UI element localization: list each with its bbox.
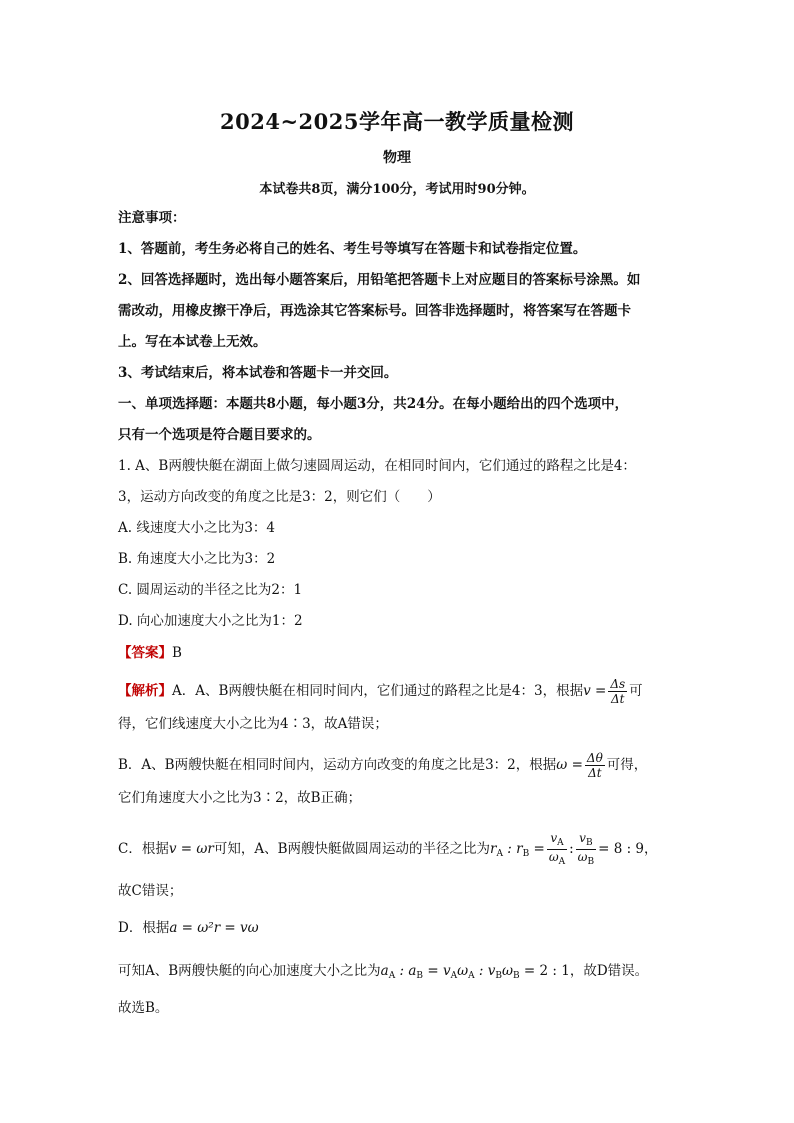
note-item-2-line-2: 需改动，用橡皮擦干净后，再选涂其它答案标号。回答非选择题时，将答案写在答题卡 bbox=[118, 303, 631, 319]
analysis-a-line-1 bbox=[118, 678, 678, 705]
fraction-vb-omegab: $\frac{v_B}{\omega_B}$ bbox=[577, 831, 595, 867]
analysis-a-line-2: 得，它们线速度大小之比为4∶3，故A错误； bbox=[118, 716, 388, 732]
analysis-a-text: A．A、B两艘快艇在相同时间内，它们通过的路程之比是4：3，根据 bbox=[172, 683, 584, 699]
analysis-b-line-2: 它们角速度大小之比为3∶2，故B正确； bbox=[118, 790, 362, 806]
answer-value: B bbox=[172, 645, 182, 661]
analysis-d-text-3: ，故D错误。 bbox=[569, 963, 649, 979]
ratio-ra-rb: $r_A$ : $r_B$ = bbox=[490, 841, 545, 859]
fraction-va-omegaa: $\frac{v_A}{\omega_A}$ bbox=[548, 831, 566, 867]
analysis-conclusion: 故选B。 bbox=[118, 1000, 169, 1016]
notes-heading: 注意事项： bbox=[118, 210, 186, 226]
analysis-b-text-2: 可得， bbox=[606, 757, 648, 773]
analysis-c-text: C．根据 bbox=[118, 841, 169, 857]
analysis-d-text: D．根据 bbox=[118, 920, 170, 936]
option-d: D. 向心加速度大小之比为1：2 bbox=[118, 613, 303, 629]
formula-v-omega-r: v = ωr bbox=[168, 841, 214, 857]
note-item-3: 3、考试结束后，将本试卷和答题卡一并交回。 bbox=[118, 365, 398, 381]
analysis-c-line-1: C．根据v = ωr可知，A、B两艘快艇做圆周运动的半径之比为$r_A$ : $r_B$ = $\frac{v_A}{\omega_A}$ : $\frac{v_B}{\omega_B}$ = 8 : 9， bbox=[118, 831, 658, 867]
analysis-d-text-2: 可知A、B两艘快艇的向心加速度大小之比为 bbox=[118, 963, 381, 979]
analysis-c-text-2: 可知，A、B两艘快艇做圆周运动的半径之比为 bbox=[213, 841, 490, 857]
option-c: C. 圆周运动的半径之比为2：1 bbox=[118, 582, 303, 598]
analysis-a-text-2: 可 bbox=[629, 683, 643, 699]
formula-omega: ω = bbox=[556, 757, 583, 773]
analysis-c-text-3: ， bbox=[644, 841, 658, 857]
analysis-c-line-2: 故C错误； bbox=[118, 883, 183, 899]
question-stem-line-2: 3，运动方向改变的角度之比是3：2，则它们（ ） bbox=[118, 489, 441, 505]
fraction-dtheta-dt: $\frac{\Delta\theta}{\Delta t}$ bbox=[586, 751, 603, 780]
analysis-d-line-2 bbox=[118, 961, 678, 986]
note-item-2-line-1: 2、回答选择题时，选出每小题答案后，用铅笔把答题卡上对应题目的答案标号涂黑。如 bbox=[118, 272, 641, 288]
fraction-ds-dt: $\frac{\Delta s}{\Delta t}$ bbox=[610, 677, 626, 706]
note-item-1: 1、答题前，考生务必将自己的姓名、考生号等填写在答题卡和试卷指定位置。 bbox=[118, 241, 587, 257]
ratio-result-d: = 2 : 1 bbox=[523, 963, 570, 979]
analysis-label: 【解析】 bbox=[118, 683, 172, 699]
option-a: A. 线速度大小之比为3：4 bbox=[118, 520, 276, 536]
formula-v: v = bbox=[583, 683, 607, 699]
analysis-b-line-1 bbox=[118, 752, 678, 779]
formula-acceleration: a = ω²r = vω bbox=[169, 920, 259, 936]
answer-line bbox=[118, 643, 678, 663]
ratio-result-c: = 8 : 9 bbox=[598, 841, 645, 857]
option-b: B. 角速度大小之比为3：2 bbox=[118, 551, 276, 567]
exam-info: 本试卷共8页，满分100分，考试用时90分钟。 bbox=[259, 182, 535, 197]
question-stem-line-1: 1. A、B两艘快艇在湖面上做匀速圆周运动，在相同时间内，它们通过的路程之比是4： bbox=[118, 458, 636, 474]
answer-label: 【答案】 bbox=[118, 645, 172, 661]
section-heading-line-1: 一、单项选择题：本题共8小题，每小题3分，共24分。在每小题给出的四个选项中， bbox=[118, 396, 629, 412]
note-item-2-line-3: 上。写在本试卷上无效。 bbox=[118, 334, 267, 350]
analysis-b-text: B．A、B两艘快艇在相同时间内，运动方向改变的角度之比是3：2，根据 bbox=[118, 757, 557, 773]
subject-title: 物理 bbox=[383, 150, 411, 166]
section-heading-line-2: 只有一个选项是符合题目要求的。 bbox=[118, 427, 321, 443]
page-title: 2024~2025学年高一教学质量检测 bbox=[220, 109, 574, 134]
ratio-aa-ab: $a_A$ : $a_B = v_A\omega_A$ : $v_B\omega_B$ bbox=[380, 963, 520, 981]
analysis-d-line-1 bbox=[118, 918, 678, 938]
